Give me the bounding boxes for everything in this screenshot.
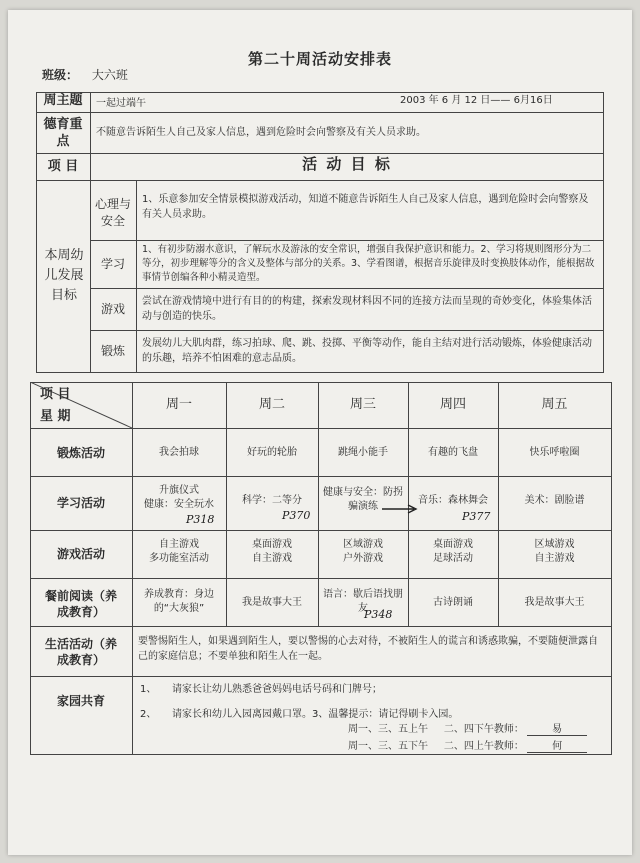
- teacher-1-label2: 二、四下午教师：: [443, 724, 524, 735]
- rule: [136, 180, 137, 372]
- rule: [30, 428, 612, 429]
- dev-goal-label: 本周幼儿发展目标: [44, 248, 84, 303]
- teacher-1-name: 易: [527, 720, 587, 736]
- theme-label: 周主题: [43, 93, 83, 108]
- rule: [36, 112, 604, 113]
- cell-study-mon: 升旗仪式 健康：安全玩水: [144, 485, 214, 510]
- cell-game-fri: 区域游戏 自主游戏: [534, 539, 575, 564]
- cell-reading-fri: 我是故事大王: [524, 597, 585, 608]
- home-item-1-num: 1、: [140, 684, 157, 695]
- cell-exercise-mon: 我会拍球: [159, 447, 199, 458]
- teacher-2-label: 周一、三、五下午: [348, 741, 428, 752]
- cell-study-thu: 音乐：森林舞会: [418, 495, 488, 506]
- moral-value: 不随意告诉陌生人自己及家人信息，遇到危险时会向警察及有关人员求助。: [96, 127, 426, 138]
- teacher-line-2: [348, 737, 587, 753]
- goal-name-study: 学习: [100, 257, 125, 271]
- rule: [36, 372, 604, 373]
- teacher-line-1: [348, 720, 587, 736]
- corner-top: 项 目: [40, 387, 71, 402]
- corner-bottom: 星 期: [40, 409, 71, 424]
- cell-reading-thu: 古诗朗诵: [433, 597, 473, 608]
- day-fri: 周五: [541, 397, 568, 412]
- theme-value: 一起过端午: [96, 98, 146, 109]
- handwritten-arrow-icon: [380, 503, 420, 515]
- cell-exercise-thu: 有趣的飞盘: [428, 447, 478, 458]
- goal-text-study: 1、有初步防溺水意识，了解玩水及游泳的安全常识，增强自我保护意识和能力。2、学习将规则图形分为二等分，初步理解等分的含义及整体与部分的关系。3、学看图谱，根据音乐旋律及时变换肢体动作，能根据故事情节创编各种小精灵造型。: [142, 244, 595, 283]
- home-label: 家园共育: [56, 694, 105, 708]
- rule: [318, 382, 319, 626]
- row-label-game: 游戏活动: [56, 547, 105, 561]
- day-mon: 周一: [165, 397, 192, 412]
- rule: [611, 382, 612, 754]
- cell-game-wed: 区域游戏 户外游戏: [343, 539, 383, 564]
- home-item-2-text: 请家长和幼儿入园离园戴口罩。3、温馨提示：请记得刷卡入园。: [172, 709, 459, 720]
- handwritten-page-ref: P318: [186, 513, 215, 526]
- cell-game-thu: 桌面游戏 足球活动: [433, 539, 473, 564]
- cell-study-fri: 美术：剧脸谱: [524, 495, 585, 506]
- cell-reading-mon: 养成教育：身边的“大灰狼”: [144, 589, 214, 614]
- rule: [36, 92, 604, 93]
- item-label: 项 目: [47, 159, 79, 174]
- rule: [36, 153, 604, 154]
- handwritten-page-ref: P370: [282, 509, 311, 522]
- goal-text-exercise: 发展幼儿大肌肉群，练习拍球、爬、跳、投掷、平衡等动作，能自主结对进行活动锻炼，体验健康活动的乐趣，培养不怕困难的意志品质。: [142, 338, 592, 364]
- goal-header: 活 动 目 标: [302, 155, 392, 173]
- handwritten-page-ref: P348: [364, 608, 393, 621]
- cell-study-wed: 健康与安全：防拐骗演练: [323, 487, 403, 512]
- goal-text-game: 尝试在游戏情境中进行有目的的构建，探索发现材料因不同的连接方法而呈现的奇妙变化，体验集体活动与创造的快乐。: [142, 296, 592, 322]
- rule: [90, 240, 604, 241]
- moral-label: 德育重点: [43, 117, 83, 149]
- cell-exercise-tue: 好玩的轮胎: [247, 447, 297, 458]
- goal-name-psych: 心理与安全: [94, 197, 131, 228]
- cell-game-tue: 桌面游戏 自主游戏: [252, 539, 292, 564]
- rule: [30, 530, 612, 531]
- teacher-2-label2: 二、四上午教师：: [443, 741, 524, 752]
- day-wed: 周三: [349, 397, 376, 412]
- rule: [30, 754, 612, 755]
- goal-name-exercise: 锻炼: [100, 344, 125, 358]
- goal-text-psych: 1、乐意参加安全情景模拟游戏活动，知道不随意告诉陌生人自己及家人信息，遇到危险时会向警察及有关人员求助。: [142, 194, 589, 220]
- date-range: 2003 年 6 月 12 日—— 6月16日: [400, 95, 553, 106]
- row-label-reading: 餐前阅读（养成教育）: [44, 589, 117, 619]
- teacher-2-name: 何: [527, 737, 587, 753]
- cell-reading-tue: 我是故事大王: [242, 597, 302, 608]
- class-value: 大六班: [91, 68, 128, 82]
- life-label: 生活活动（养成教育）: [44, 637, 117, 667]
- cell-game-mon: 自主游戏 多功能室活动: [149, 539, 209, 564]
- handwritten-page-ref: P377: [462, 510, 491, 523]
- class-label: 班级：: [42, 68, 79, 82]
- teacher-1-label: 周一、三、五上午: [348, 724, 428, 735]
- rule: [30, 626, 612, 627]
- class-info: [42, 66, 128, 83]
- home-item-1-text: 请家长让幼儿熟悉爸爸妈妈电话号码和门牌号；: [172, 684, 382, 695]
- day-thu: 周四: [439, 397, 466, 412]
- day-tue: 周二: [258, 397, 285, 412]
- cell-reading-wed: 语言：歇后语找朋友: [323, 589, 403, 614]
- rule: [30, 476, 612, 477]
- rule: [36, 180, 604, 181]
- cell-study-tue: 科学：二等分: [242, 495, 302, 506]
- goal-name-game: 游戏: [100, 302, 125, 316]
- row-label-study: 学习活动: [56, 496, 105, 510]
- row-label-exercise: 锻炼活动: [56, 446, 105, 460]
- rule: [30, 578, 612, 579]
- page-title: 第二十周活动安排表: [247, 50, 392, 68]
- life-text: 要警惕陌生人，如果遇到陌生人，要以警惕的心去对待，不被陌生人的谎言和诱惑欺骗，不要随便泄露自己的家庭信息；不要单独和陌生人在一起。: [138, 636, 598, 662]
- rule: [90, 288, 604, 289]
- cell-exercise-fri: 快乐呼啦圈: [529, 447, 580, 458]
- rule: [132, 382, 133, 754]
- rule: [30, 676, 612, 677]
- cell-exercise-wed: 跳绳小能手: [338, 447, 388, 458]
- rule: [90, 330, 604, 331]
- home-item-2-num: 2、: [140, 709, 157, 720]
- rule: [36, 92, 37, 372]
